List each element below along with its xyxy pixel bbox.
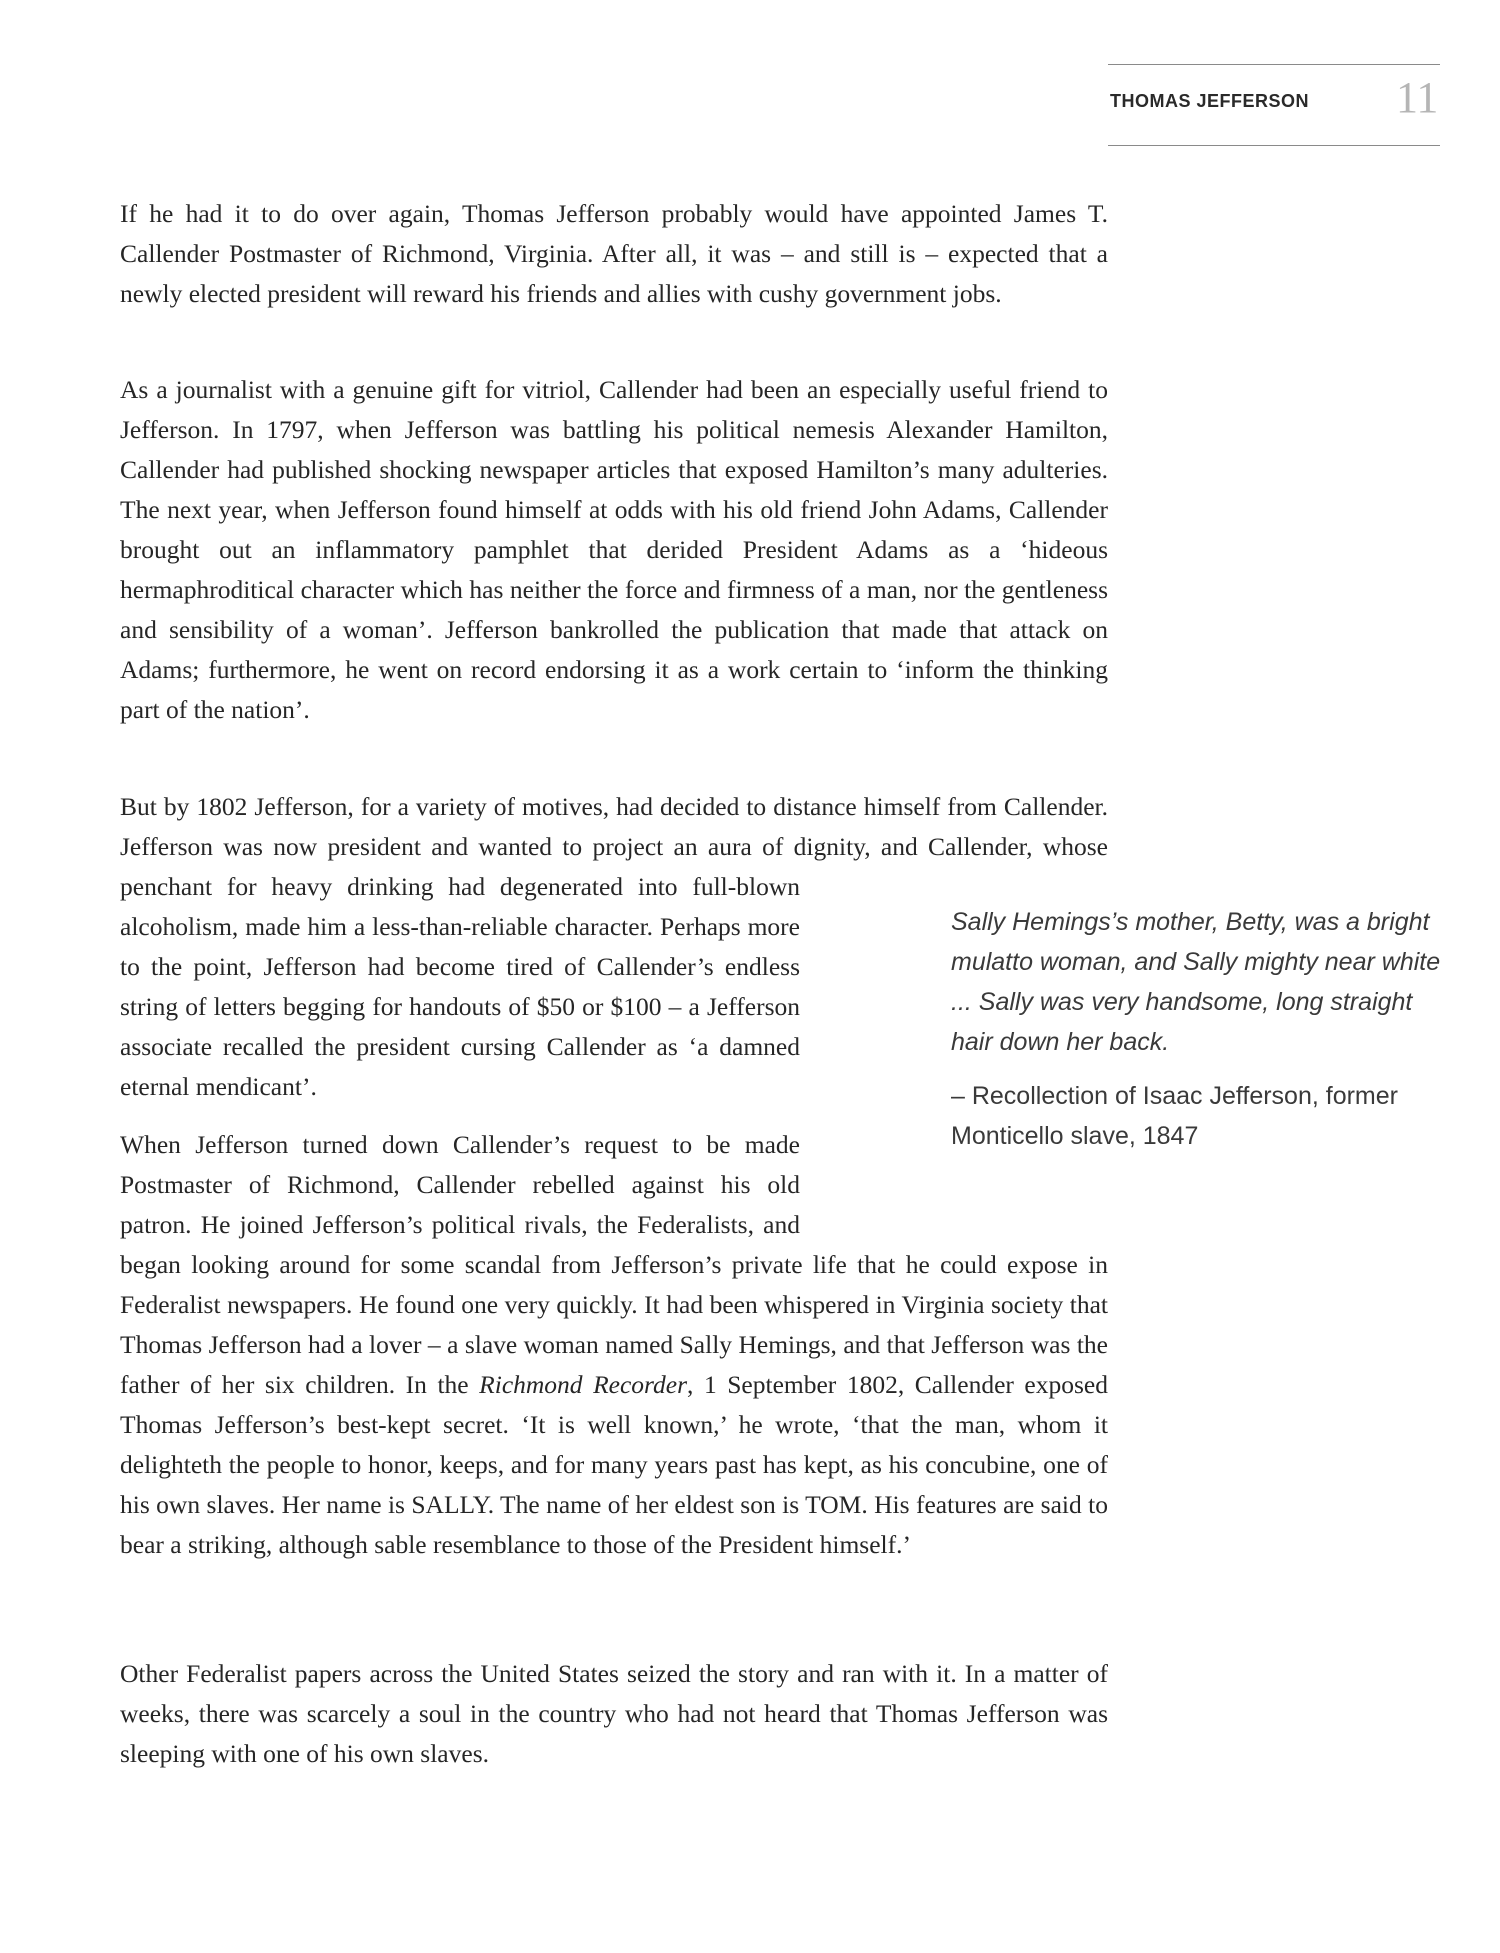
header-rule-bottom (1108, 145, 1440, 146)
running-head: THOMAS JEFFERSON (1110, 91, 1310, 111)
paragraph-2: As a journalist with a genuine gift for vitriol, Callender had been an especially useful friend to Jefferson. In 1797, when Jefferson was battling his political nemesis Alexander Hamilton, Callender had published shocking newspaper articles that exposed Hamilton’s many adulteries. The next year, when Jefferson found himself at odds with his old friend John Adams, Callender brought out an inflammatory pamphlet that derided President Adams as a ‘hideous hermaphroditical character which has neither the force and firmness of a man, nor the gentleness and sensibility of a woman’. Jefferson bankrolled the publication that made that attack on Adams; furthermore, he went on record endorsing it as a work certain to ‘inform the thinking part of the nation’. (120, 375, 1108, 724)
paragraph-5: Other Federalist papers across the United States seized the story and ran with it. In a matter of weeks, there was scarcely a soul in the country who had not heard that Thomas Jefferson was sleeping with one of his own slaves. (120, 1659, 1108, 1768)
sidebar-quote-text: Sally Hemings’s mother, Betty, was a bright mulatto woman, and Sally mighty near white ... Sally was very handsome, long straight hair down her back. (951, 908, 1441, 1056)
sidebar-attribution: – Recollection of Isaac Jefferson, former Monticello slave, 1847 (951, 1082, 1398, 1150)
page-number: 11 (1396, 73, 1439, 122)
paragraph-4 (120, 1125, 1108, 1565)
publication-title: Richmond Recorder (479, 1370, 688, 1399)
paragraph-1: If he had it to do over again, Thomas Jefferson probably would have appointed James T. Callender Postmaster of Richmond, Virginia. After all, it was – and still is – expected that a newly elected president will reward his friends and allies with cushy government jobs. (120, 199, 1108, 308)
sidebar-quote (951, 902, 1451, 1156)
paragraph-4-text-a: When Jefferson turned down Callender’s request to be made Postmaster of Richmond, Callender rebelled against his old patron. He joined Jefferson’s political rivals, the Federalists, and began looking around for some scandal from Jefferson’s private life that he could expose in Federalist newspapers. He found one very quickly. It had been whispered in Virginia society that Thomas Jefferson had a lover – a slave woman named Sally Hemings, and that Jefferson was the father of her six children. In the (120, 1130, 1108, 1399)
paragraph-3-text: But by 1802 Jefferson, for a variety of motives, had decided to distance himself from Callender. Jefferson was now president and wanted to project an aura of dignity, and Callender, whose penchant for heavy drinking had degenerated into full-blown alcoholism, made him a less-than-reliable character. Perhaps more to the point, Jefferson had become tired of Callender’s endless string of letters begging for handouts of $50 or $100 – a Jefferson associate recalled the president cursing Callender as ‘a damned eternal mendicant’. (120, 792, 1108, 1101)
header-rule-top (1108, 64, 1440, 65)
paragraph-4-text-b: , 1 September 1802, Callender exposed Thomas Jefferson’s best-kept secret. ‘It is well known,’ he wrote, ‘that the man, whom it delighteth the people to honor, keeps, and for many years past has kept, as his concubine, one of his own slaves. Her name is SALLY. The name of her eldest son is TOM. His features are said to bear a striking, although sable resemblance to those of the President himself.’ (120, 1370, 1108, 1559)
